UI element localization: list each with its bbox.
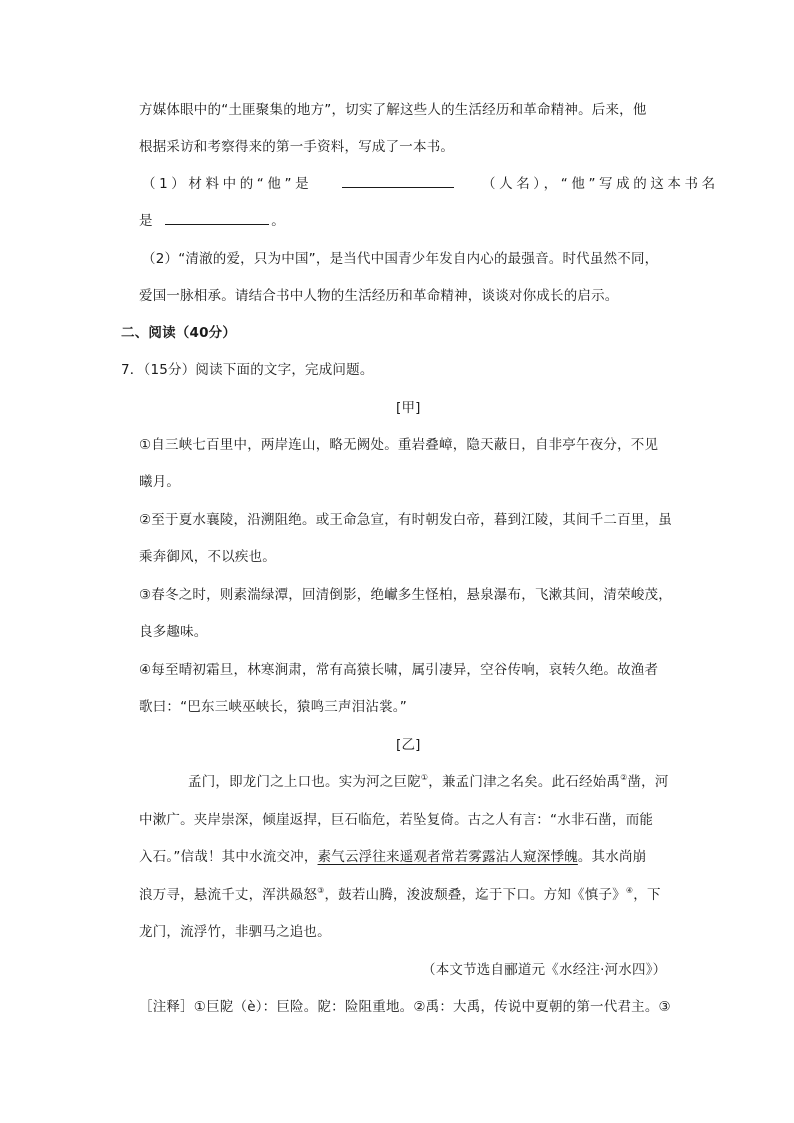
yi-line-3-b: 。其水尚崩 (577, 849, 647, 865)
yi-line-1 (188, 773, 669, 791)
jia-para-4-line-1: ④每至晴初霜旦，林寒涧肃，常有高猿长啸，属引凄异，空谷传响，哀转久绝。故渔者 (139, 662, 659, 678)
question-1-period: 。 (271, 213, 285, 229)
answer-blank-book[interactable] (165, 212, 269, 225)
yi-line-1-a: 孟门，即龙门之上口也。实为河之巨阸 (188, 774, 421, 790)
answer-blank-name[interactable] (342, 175, 454, 188)
question-2-line-2: 爱国一脉相承。请结合书中人物的生活经历和革命精神，谈谈对你成长的启示。 (139, 288, 619, 304)
jia-para-3-line-1: ③春冬之时，则素湍绿潭，回清倒影，绝𪩘多生怪柏，悬泉瀑布，飞漱其间，清荣峻茂， (139, 587, 672, 603)
jia-para-3-line-2: 良多趣味。 (139, 624, 208, 640)
section-heading-reading: 二、阅读（40分） (121, 325, 237, 341)
yi-line-1-c: 凿，河 (627, 774, 669, 790)
yi-line-1-b: ，兼孟门津之名矣。此石经始禹 (428, 774, 621, 790)
jia-para-1-line-1: ①自三峡七百里中，两岸连山，略无阙处。重岩叠嶂，隐天蔽日，自非亭午夜分，不见 (139, 437, 659, 453)
yi-line-3 (139, 848, 646, 866)
question-1-text-b: （人名），“他”写成的这本书名 (482, 176, 719, 192)
yi-line-4-c: ，下 (633, 887, 661, 903)
yi-line-5: 龙门，流浮竹，非驷马之追也。 (139, 924, 331, 940)
jia-para-4-line-2: 歌曰：“巴东三峡巫峡长，猿鸣三声泪沾裳。” (139, 699, 407, 715)
jia-para-2-line-2: 乘奔御风，不以疾也。 (139, 549, 276, 565)
annotations: ［注释］①巨阸（è）：巨险。阸：险阻重地。②禹：大禹，传说中夏朝的第一代君主。③ (139, 999, 671, 1015)
jia-para-1-line-2: 曦月。 (139, 474, 181, 490)
yi-line-4-a: 浪万寻，悬流千丈，浑洪赑怒 (139, 887, 318, 903)
question-1-line-2 (139, 212, 285, 230)
question-1-text-a: （1）材料中的“他”是 (142, 176, 313, 192)
passage-yi-heading: [乙] (396, 737, 421, 753)
intro-line-2: 根据采访和考察得来的第一手资料，写成了一本书。 (139, 139, 455, 155)
source-citation: （本文节选自郦道元《水经注·河水四》） (422, 962, 667, 978)
yi-line-4-b: ，鼓若山腾，浚波颓叠，迄于下口。方知《慎子》 (324, 887, 626, 903)
footnote-marker-2: ② (620, 773, 628, 782)
footnote-marker-1: ① (420, 773, 429, 782)
jia-para-2-line-1: ②至于夏水襄陵，沿溯阻绝。或王命急宣，有时朝发白帝，暮到江陵，其间千二百里，虽 (139, 512, 672, 528)
underlined-sentence: 素气云浮往来遥观者常若雾露沾人窥深悸魄 (317, 849, 578, 865)
yi-line-2: 中漱广。夹岸崇深，倾崖返捍，巨石临危，若坠复倚。古之人有言：“水非石凿，而能 (139, 812, 654, 828)
question-7-prompt: 7．（15分）阅读下面的文字，完成问题。 (121, 362, 374, 378)
intro-line-1: 方媒体眼中的“土匪聚集的地方”，切实了解这些人的生活经历和革命精神。后来，他 (139, 102, 647, 118)
question-1-line-1 (142, 175, 719, 193)
passage-jia-heading: [甲] (396, 400, 421, 416)
footnote-marker-4: ④ (625, 886, 634, 895)
footnote-marker-3: ③ (317, 886, 325, 895)
question-1-text-c: 是 (139, 213, 153, 229)
question-2-line-1: （2）“清澈的爱，只为中国”，是当代中国青少年发自内心的最强音。时代虽然不同， (142, 251, 659, 267)
yi-line-4 (139, 886, 661, 904)
yi-line-3-a: 入石。”信哉！其中水流交冲， (139, 849, 318, 865)
